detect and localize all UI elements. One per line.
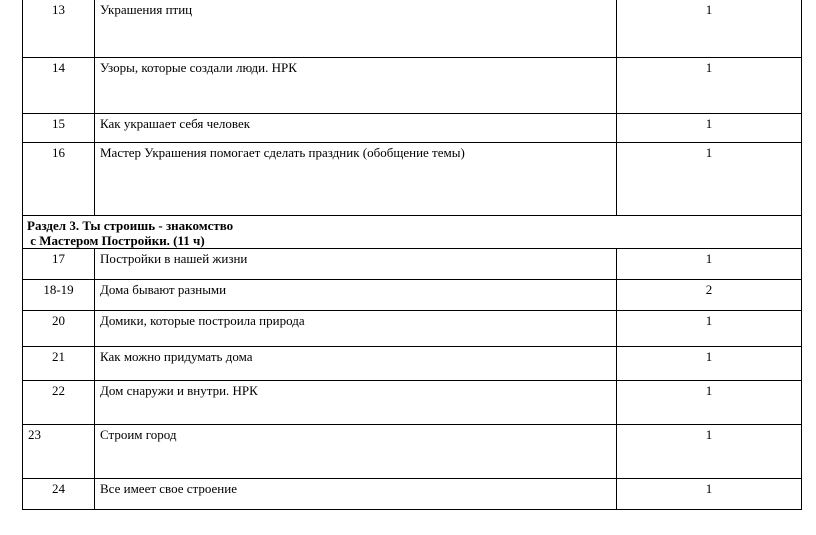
table-row <box>23 143 802 216</box>
lesson-hours: 1 <box>617 249 802 280</box>
section-heading <box>23 216 802 249</box>
lesson-topic: Дома бывают разными <box>95 280 617 311</box>
lesson-topic: Украшения птиц <box>95 0 617 58</box>
lesson-topic: Как украшает себя человек <box>95 114 617 143</box>
lesson-number: 23 <box>23 425 95 479</box>
section-heading-line2: с Мастером Постройки. (11 ч) <box>27 233 205 248</box>
table-row <box>23 425 802 479</box>
table-row <box>23 347 802 381</box>
lesson-number: 16 <box>23 143 95 216</box>
lesson-topic: Дом снаружи и внутри. НРК <box>95 381 617 425</box>
lesson-hours: 1 <box>617 311 802 347</box>
table-row <box>23 58 802 114</box>
lesson-topic: Домики, которые построила природа <box>95 311 617 347</box>
lesson-number: 17 <box>23 249 95 280</box>
lesson-hours: 1 <box>617 58 802 114</box>
table-row <box>23 0 802 58</box>
lesson-hours: 1 <box>617 0 802 58</box>
lesson-topic: Мастер Украшения помогает сделать праздник (обобщение темы) <box>95 143 617 216</box>
table-row <box>23 249 802 280</box>
table-row <box>23 479 802 510</box>
table-row <box>23 114 802 143</box>
lesson-hours: 1 <box>617 143 802 216</box>
lesson-hours: 1 <box>617 425 802 479</box>
lesson-hours: 1 <box>617 381 802 425</box>
lesson-topic: Постройки в нашей жизни <box>95 249 617 280</box>
lesson-topic: Все имеет свое строение <box>95 479 617 510</box>
lesson-number: 13 <box>23 0 95 58</box>
lesson-number: 22 <box>23 381 95 425</box>
lesson-topic: Как можно придумать дома <box>95 347 617 381</box>
section-heading-line1: Раздел 3. Ты строишь - знакомство <box>27 218 234 233</box>
lesson-hours: 1 <box>617 347 802 381</box>
lesson-plan-table <box>22 0 802 510</box>
section-header-row <box>23 216 802 249</box>
lesson-topic: Узоры, которые создали люди. НРК <box>95 58 617 114</box>
table-row <box>23 381 802 425</box>
table-row <box>23 311 802 347</box>
lesson-hours: 1 <box>617 479 802 510</box>
lesson-number: 18-19 <box>23 280 95 311</box>
lesson-number: 24 <box>23 479 95 510</box>
lesson-topic: Строим город <box>95 425 617 479</box>
lesson-number: 14 <box>23 58 95 114</box>
lesson-number: 20 <box>23 311 95 347</box>
lesson-number: 15 <box>23 114 95 143</box>
lesson-number: 21 <box>23 347 95 381</box>
lesson-hours: 2 <box>617 280 802 311</box>
lesson-hours: 1 <box>617 114 802 143</box>
table-row <box>23 280 802 311</box>
